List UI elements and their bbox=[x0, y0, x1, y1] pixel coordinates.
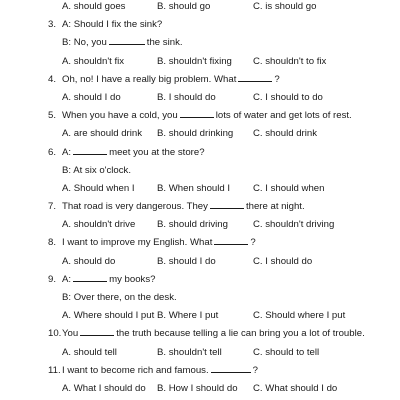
question-line bbox=[0, 198, 400, 216]
question-text-part: the sink. bbox=[146, 37, 183, 49]
question-text-part: B: No, you bbox=[62, 37, 107, 49]
question-text bbox=[62, 34, 183, 52]
answer-option-a: A. should tell bbox=[62, 346, 117, 358]
answer-option-c: C. What should I do bbox=[253, 382, 338, 394]
question-line bbox=[0, 144, 400, 162]
answer-option-b: B. Where I put bbox=[157, 310, 219, 322]
answer-options-row bbox=[0, 380, 400, 398]
answer-option-c: C. shouldn't driving bbox=[253, 219, 335, 231]
question-number: 6. bbox=[48, 146, 57, 158]
answer-option-c: C. should drink bbox=[253, 128, 317, 140]
answer-options-row bbox=[0, 89, 400, 107]
question-text bbox=[62, 144, 205, 162]
answer-option-b: B. shouldn't fixing bbox=[157, 55, 232, 67]
question-text bbox=[62, 271, 155, 289]
question-text bbox=[62, 289, 177, 307]
question-text-part: A: Should I fix the sink? bbox=[62, 19, 163, 31]
answer-option-a: A. should goes bbox=[62, 1, 126, 12]
answer-option-c: C. I should to do bbox=[253, 91, 323, 103]
question-text-part: I want to improve my English. What bbox=[62, 237, 213, 249]
question-text-part: I want to become rich and famous. bbox=[62, 364, 209, 376]
question-text-part: You bbox=[62, 328, 79, 340]
answer-option-c: C. is should go bbox=[253, 1, 317, 12]
answer-option-a: A. What I should do bbox=[62, 382, 146, 394]
answer-options-row bbox=[0, 125, 400, 143]
question-text-part: A: bbox=[62, 146, 72, 158]
answer-options-row bbox=[0, 53, 400, 71]
question-number: 7. bbox=[48, 201, 57, 213]
answer-option-c: C. I should do bbox=[253, 255, 313, 267]
answer-option-b: B. How I should do bbox=[157, 382, 238, 394]
answer-option-a: A. shouldn't fix bbox=[62, 55, 125, 67]
question-text-part: lots of water and get lots of rest. bbox=[215, 110, 352, 122]
answer-option-b: B. should drinking bbox=[157, 128, 234, 140]
question-text-part: the truth because telling a lie can bring you a lot of trouble. bbox=[116, 328, 365, 340]
answer-option-b: B. should go bbox=[157, 1, 211, 12]
answer-options-row bbox=[0, 216, 400, 234]
answer-option-a: A. Should when I bbox=[62, 182, 135, 194]
question-text-part: That road is very dangerous. They bbox=[62, 201, 208, 213]
question-number: 4. bbox=[48, 73, 57, 85]
question-text-part: B: Over there, on the desk. bbox=[62, 292, 177, 303]
question-line bbox=[0, 16, 400, 34]
answer-option-a: A. Where should I put bbox=[62, 310, 155, 322]
question-text-part: there at night. bbox=[245, 201, 305, 213]
question-number: 10. bbox=[48, 328, 62, 340]
answer-option-c: C. should to tell bbox=[253, 346, 320, 358]
answer-option-a: A. should do bbox=[62, 255, 116, 267]
question-text bbox=[62, 107, 352, 125]
answer-blank bbox=[80, 325, 114, 336]
question-line bbox=[0, 162, 400, 180]
question-line bbox=[0, 107, 400, 125]
question-text-part: ? bbox=[250, 237, 256, 249]
answer-blank bbox=[73, 271, 107, 282]
question-text-part: ? bbox=[274, 73, 280, 85]
answer-option-c: C. I should when bbox=[253, 182, 325, 194]
answer-blank bbox=[238, 71, 272, 82]
answer-option-b: B. I should do bbox=[157, 91, 216, 103]
answer-option-b: B. shouldn't tell bbox=[157, 346, 222, 358]
question-line bbox=[0, 271, 400, 289]
answer-options-row bbox=[0, 253, 400, 271]
answer-option-b: B. should I do bbox=[157, 255, 216, 267]
question-text bbox=[62, 162, 131, 180]
answer-options-row bbox=[0, 180, 400, 198]
question-number: 8. bbox=[48, 237, 57, 249]
question-text-part: meet you at the store? bbox=[109, 146, 205, 158]
answer-options-row bbox=[0, 307, 400, 325]
question-number: 5. bbox=[48, 110, 57, 122]
question-text bbox=[62, 71, 280, 89]
answer-option-c: C. shouldn't to fix bbox=[253, 55, 327, 67]
answer-blank bbox=[210, 198, 244, 209]
question-text bbox=[62, 16, 162, 34]
question-line bbox=[0, 325, 400, 343]
question-line bbox=[0, 362, 400, 380]
question-line bbox=[0, 234, 400, 252]
answer-blank bbox=[180, 107, 214, 118]
answer-option-b: B. When should I bbox=[157, 182, 231, 194]
question-text-part: A: bbox=[62, 273, 72, 285]
question-text bbox=[62, 234, 256, 252]
answer-option-b: B. should driving bbox=[157, 219, 228, 231]
question-text bbox=[62, 362, 258, 380]
question-number: 3. bbox=[48, 19, 57, 31]
question-line bbox=[0, 34, 400, 52]
question-text-part: When you have a cold, you bbox=[62, 110, 178, 122]
question-number: 9. bbox=[48, 273, 57, 285]
answer-option-a: A. should I do bbox=[62, 91, 121, 103]
question-text bbox=[62, 325, 365, 343]
question-text-part: B: At six o'clock. bbox=[62, 164, 132, 176]
question-text-part: Oh, no! I have a really big problem. What bbox=[62, 73, 237, 85]
question-line bbox=[0, 289, 400, 307]
answer-option-a: A. are should drink bbox=[62, 128, 142, 140]
question-text-part: ? bbox=[252, 364, 258, 376]
answer-option-c: C. Should where I put bbox=[253, 310, 346, 322]
answer-options-row bbox=[0, 344, 400, 362]
answer-options-row bbox=[0, 0, 400, 16]
answer-blank bbox=[73, 144, 107, 155]
question-line bbox=[0, 71, 400, 89]
question-number: 11. bbox=[48, 364, 61, 376]
question-text-part: my books? bbox=[109, 273, 156, 285]
answer-blank bbox=[109, 34, 145, 45]
answer-blank bbox=[214, 234, 248, 245]
question-text bbox=[62, 198, 305, 216]
answer-option-a: A. shouldn't drive bbox=[62, 219, 136, 231]
answer-blank bbox=[211, 362, 251, 373]
